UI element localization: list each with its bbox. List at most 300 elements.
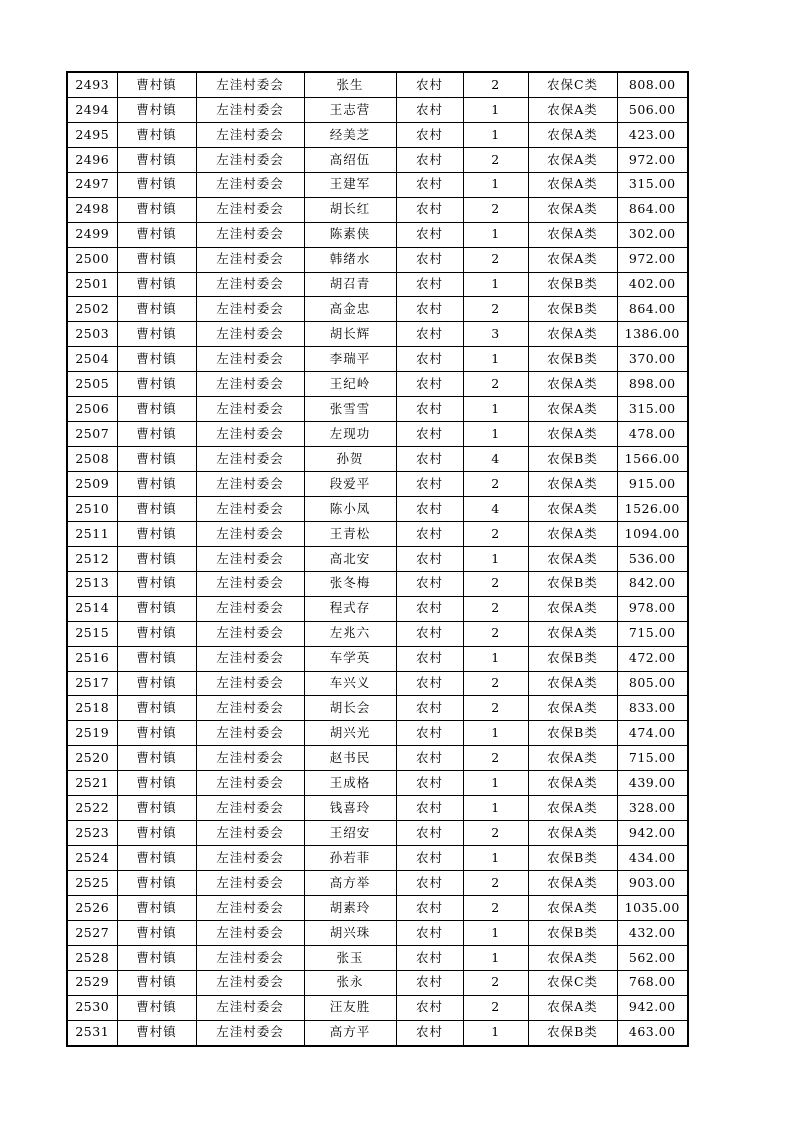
cell-person-count: 2 <box>463 521 528 546</box>
cell-residence-type: 农村 <box>396 721 463 746</box>
cell-town: 曹村镇 <box>117 472 196 497</box>
cell-residence-type: 农村 <box>396 1020 463 1045</box>
cell-village-committee: 左洼村委会 <box>196 496 304 521</box>
cell-person-count: 2 <box>463 995 528 1020</box>
cell-person-count: 2 <box>463 372 528 397</box>
table-row <box>67 447 688 472</box>
cell-serial-number: 2512 <box>67 546 117 571</box>
table-row <box>67 846 688 871</box>
cell-amount: 562.00 <box>617 945 688 970</box>
cell-amount: 474.00 <box>617 721 688 746</box>
table-row <box>67 771 688 796</box>
cell-person-name: 张生 <box>304 72 396 97</box>
cell-town: 曹村镇 <box>117 671 196 696</box>
cell-person-count: 1 <box>463 846 528 871</box>
cell-serial-number: 2525 <box>67 871 117 896</box>
cell-person-count: 1 <box>463 272 528 297</box>
cell-person-count: 1 <box>463 920 528 945</box>
cell-residence-type: 农村 <box>396 197 463 222</box>
cell-town: 曹村镇 <box>117 496 196 521</box>
cell-person-name: 左兆六 <box>304 621 396 646</box>
cell-village-committee: 左洼村委会 <box>196 397 304 422</box>
cell-amount: 463.00 <box>617 1020 688 1045</box>
cell-person-name: 王青松 <box>304 521 396 546</box>
cell-amount: 536.00 <box>617 546 688 571</box>
cell-person-name: 高北安 <box>304 546 396 571</box>
cell-person-name: 韩绪水 <box>304 247 396 272</box>
table-row <box>67 297 688 322</box>
cell-person-count: 2 <box>463 871 528 896</box>
cell-town: 曹村镇 <box>117 596 196 621</box>
cell-town: 曹村镇 <box>117 322 196 347</box>
cell-village-committee: 左洼村委会 <box>196 995 304 1020</box>
cell-person-count: 1 <box>463 771 528 796</box>
cell-residence-type: 农村 <box>396 97 463 122</box>
cell-insurance-class: 农保A类 <box>528 771 617 796</box>
cell-serial-number: 2527 <box>67 920 117 945</box>
cell-person-name: 张雪雪 <box>304 397 396 422</box>
cell-town: 曹村镇 <box>117 721 196 746</box>
cell-serial-number: 2515 <box>67 621 117 646</box>
cell-amount: 432.00 <box>617 920 688 945</box>
cell-person-count: 2 <box>463 571 528 596</box>
cell-serial-number: 2504 <box>67 347 117 372</box>
cell-village-committee: 左洼村委会 <box>196 521 304 546</box>
benefits-table <box>66 71 689 1047</box>
cell-insurance-class: 农保A类 <box>528 671 617 696</box>
cell-person-count: 2 <box>463 297 528 322</box>
cell-village-committee: 左洼村委会 <box>196 621 304 646</box>
cell-person-count: 1 <box>463 796 528 821</box>
cell-residence-type: 农村 <box>396 496 463 521</box>
cell-town: 曹村镇 <box>117 696 196 721</box>
cell-person-name: 高金忠 <box>304 297 396 322</box>
table-row <box>67 1020 688 1045</box>
table-row <box>67 945 688 970</box>
table-row <box>67 821 688 846</box>
cell-person-count: 1 <box>463 222 528 247</box>
cell-insurance-class: 农保A类 <box>528 796 617 821</box>
table-row <box>67 347 688 372</box>
cell-person-count: 2 <box>463 472 528 497</box>
cell-serial-number: 2507 <box>67 422 117 447</box>
table-row <box>67 571 688 596</box>
cell-serial-number: 2499 <box>67 222 117 247</box>
cell-village-committee: 左洼村委会 <box>196 97 304 122</box>
cell-person-count: 1 <box>463 347 528 372</box>
table-row <box>67 920 688 945</box>
cell-residence-type: 农村 <box>396 821 463 846</box>
cell-insurance-class: 农保B类 <box>528 297 617 322</box>
cell-amount: 898.00 <box>617 372 688 397</box>
cell-residence-type: 农村 <box>396 247 463 272</box>
cell-amount: 903.00 <box>617 871 688 896</box>
cell-town: 曹村镇 <box>117 372 196 397</box>
cell-person-name: 胡长会 <box>304 696 396 721</box>
cell-town: 曹村镇 <box>117 796 196 821</box>
cell-amount: 768.00 <box>617 970 688 995</box>
cell-person-count: 1 <box>463 646 528 671</box>
cell-person-count: 2 <box>463 72 528 97</box>
cell-insurance-class: 农保A类 <box>528 496 617 521</box>
cell-village-committee: 左洼村委会 <box>196 646 304 671</box>
table-row <box>67 671 688 696</box>
cell-amount: 972.00 <box>617 247 688 272</box>
cell-person-name: 经美芝 <box>304 122 396 147</box>
cell-person-count: 3 <box>463 322 528 347</box>
cell-town: 曹村镇 <box>117 247 196 272</box>
cell-village-committee: 左洼村委会 <box>196 746 304 771</box>
cell-amount: 315.00 <box>617 172 688 197</box>
cell-amount: 1566.00 <box>617 447 688 472</box>
cell-residence-type: 农村 <box>396 895 463 920</box>
cell-town: 曹村镇 <box>117 197 196 222</box>
table-row <box>67 995 688 1020</box>
table-row <box>67 422 688 447</box>
cell-person-count: 2 <box>463 197 528 222</box>
cell-village-committee: 左洼村委会 <box>196 472 304 497</box>
table-row <box>67 871 688 896</box>
cell-amount: 715.00 <box>617 621 688 646</box>
cell-person-count: 2 <box>463 596 528 621</box>
cell-insurance-class: 农保C类 <box>528 970 617 995</box>
cell-person-name: 胡长红 <box>304 197 396 222</box>
cell-village-committee: 左洼村委会 <box>196 970 304 995</box>
cell-person-name: 段爱平 <box>304 472 396 497</box>
cell-person-name: 程式存 <box>304 596 396 621</box>
cell-insurance-class: 农保B类 <box>528 347 617 372</box>
table-row <box>67 247 688 272</box>
cell-residence-type: 农村 <box>396 372 463 397</box>
table-row <box>67 222 688 247</box>
cell-person-name: 李瑞平 <box>304 347 396 372</box>
cell-person-count: 1 <box>463 546 528 571</box>
table-row <box>67 372 688 397</box>
cell-amount: 1526.00 <box>617 496 688 521</box>
table-row <box>67 546 688 571</box>
table-row <box>67 472 688 497</box>
cell-village-committee: 左洼村委会 <box>196 272 304 297</box>
table-row <box>67 72 688 97</box>
cell-town: 曹村镇 <box>117 571 196 596</box>
cell-amount: 833.00 <box>617 696 688 721</box>
cell-residence-type: 农村 <box>396 771 463 796</box>
cell-village-committee: 左洼村委会 <box>196 247 304 272</box>
table-row <box>67 970 688 995</box>
cell-residence-type: 农村 <box>396 322 463 347</box>
cell-residence-type: 农村 <box>396 147 463 172</box>
cell-insurance-class: 农保A类 <box>528 596 617 621</box>
table-row <box>67 397 688 422</box>
cell-person-name: 高方举 <box>304 871 396 896</box>
cell-village-committee: 左洼村委会 <box>196 846 304 871</box>
cell-town: 曹村镇 <box>117 920 196 945</box>
cell-person-count: 1 <box>463 721 528 746</box>
cell-person-count: 1 <box>463 97 528 122</box>
cell-person-count: 2 <box>463 247 528 272</box>
cell-village-committee: 左洼村委会 <box>196 372 304 397</box>
table-row <box>67 621 688 646</box>
cell-town: 曹村镇 <box>117 821 196 846</box>
cell-person-name: 陈小凤 <box>304 496 396 521</box>
cell-insurance-class: 农保A类 <box>528 821 617 846</box>
table-row <box>67 272 688 297</box>
cell-insurance-class: 农保A类 <box>528 397 617 422</box>
table-row <box>67 596 688 621</box>
cell-serial-number: 2497 <box>67 172 117 197</box>
cell-amount: 1035.00 <box>617 895 688 920</box>
cell-insurance-class: 农保A类 <box>528 521 617 546</box>
cell-person-count: 2 <box>463 147 528 172</box>
cell-insurance-class: 农保B类 <box>528 721 617 746</box>
cell-person-name: 钱喜玲 <box>304 796 396 821</box>
cell-serial-number: 2519 <box>67 721 117 746</box>
cell-residence-type: 农村 <box>396 472 463 497</box>
cell-person-name: 车兴义 <box>304 671 396 696</box>
cell-village-committee: 左洼村委会 <box>196 1020 304 1045</box>
cell-town: 曹村镇 <box>117 621 196 646</box>
cell-person-count: 2 <box>463 970 528 995</box>
cell-insurance-class: 农保B类 <box>528 447 617 472</box>
cell-village-committee: 左洼村委会 <box>196 72 304 97</box>
cell-amount: 315.00 <box>617 397 688 422</box>
cell-residence-type: 农村 <box>396 696 463 721</box>
cell-person-name: 胡兴光 <box>304 721 396 746</box>
cell-amount: 808.00 <box>617 72 688 97</box>
cell-serial-number: 2517 <box>67 671 117 696</box>
cell-residence-type: 农村 <box>396 422 463 447</box>
cell-insurance-class: 农保A类 <box>528 546 617 571</box>
cell-residence-type: 农村 <box>396 671 463 696</box>
cell-serial-number: 2522 <box>67 796 117 821</box>
cell-amount: 1386.00 <box>617 322 688 347</box>
table-row <box>67 197 688 222</box>
table-row <box>67 696 688 721</box>
cell-residence-type: 农村 <box>396 172 463 197</box>
cell-serial-number: 2531 <box>67 1020 117 1045</box>
cell-insurance-class: 农保A类 <box>528 995 617 1020</box>
cell-person-name: 左现功 <box>304 422 396 447</box>
cell-town: 曹村镇 <box>117 72 196 97</box>
cell-insurance-class: 农保C类 <box>528 72 617 97</box>
cell-town: 曹村镇 <box>117 447 196 472</box>
table-row <box>67 646 688 671</box>
cell-town: 曹村镇 <box>117 846 196 871</box>
cell-person-name: 张玉 <box>304 945 396 970</box>
cell-insurance-class: 农保A类 <box>528 746 617 771</box>
cell-insurance-class: 农保A类 <box>528 247 617 272</box>
cell-insurance-class: 农保A类 <box>528 97 617 122</box>
cell-amount: 439.00 <box>617 771 688 796</box>
cell-amount: 328.00 <box>617 796 688 821</box>
cell-person-count: 1 <box>463 397 528 422</box>
cell-amount: 478.00 <box>617 422 688 447</box>
cell-insurance-class: 农保B类 <box>528 1020 617 1045</box>
cell-amount: 842.00 <box>617 571 688 596</box>
cell-residence-type: 农村 <box>396 746 463 771</box>
cell-residence-type: 农村 <box>396 945 463 970</box>
cell-town: 曹村镇 <box>117 546 196 571</box>
cell-town: 曹村镇 <box>117 771 196 796</box>
cell-residence-type: 农村 <box>396 571 463 596</box>
cell-amount: 972.00 <box>617 147 688 172</box>
cell-residence-type: 农村 <box>396 297 463 322</box>
cell-person-count: 1 <box>463 422 528 447</box>
cell-serial-number: 2502 <box>67 297 117 322</box>
cell-village-committee: 左洼村委会 <box>196 297 304 322</box>
cell-serial-number: 2528 <box>67 945 117 970</box>
cell-insurance-class: 农保A类 <box>528 472 617 497</box>
cell-town: 曹村镇 <box>117 397 196 422</box>
cell-insurance-class: 农保B类 <box>528 571 617 596</box>
cell-town: 曹村镇 <box>117 172 196 197</box>
cell-person-count: 1 <box>463 122 528 147</box>
table-row <box>67 322 688 347</box>
cell-amount: 864.00 <box>617 297 688 322</box>
cell-residence-type: 农村 <box>396 397 463 422</box>
cell-town: 曹村镇 <box>117 347 196 372</box>
cell-person-name: 车学英 <box>304 646 396 671</box>
cell-serial-number: 2516 <box>67 646 117 671</box>
cell-insurance-class: 农保A类 <box>528 147 617 172</box>
cell-serial-number: 2513 <box>67 571 117 596</box>
cell-insurance-class: 农保A类 <box>528 945 617 970</box>
cell-serial-number: 2514 <box>67 596 117 621</box>
cell-amount: 402.00 <box>617 272 688 297</box>
cell-insurance-class: 农保A类 <box>528 422 617 447</box>
cell-person-count: 1 <box>463 945 528 970</box>
cell-serial-number: 2506 <box>67 397 117 422</box>
cell-amount: 942.00 <box>617 995 688 1020</box>
cell-town: 曹村镇 <box>117 272 196 297</box>
cell-village-committee: 左洼村委会 <box>196 122 304 147</box>
table-row <box>67 746 688 771</box>
cell-person-name: 陈素侠 <box>304 222 396 247</box>
cell-amount: 942.00 <box>617 821 688 846</box>
cell-residence-type: 农村 <box>396 970 463 995</box>
cell-serial-number: 2508 <box>67 447 117 472</box>
cell-serial-number: 2498 <box>67 197 117 222</box>
table-row <box>67 97 688 122</box>
cell-town: 曹村镇 <box>117 422 196 447</box>
table-row <box>67 122 688 147</box>
cell-amount: 423.00 <box>617 122 688 147</box>
cell-village-committee: 左洼村委会 <box>196 172 304 197</box>
cell-town: 曹村镇 <box>117 995 196 1020</box>
cell-person-name: 赵书民 <box>304 746 396 771</box>
cell-person-count: 1 <box>463 172 528 197</box>
cell-amount: 506.00 <box>617 97 688 122</box>
cell-village-committee: 左洼村委会 <box>196 821 304 846</box>
cell-town: 曹村镇 <box>117 97 196 122</box>
cell-residence-type: 农村 <box>396 272 463 297</box>
cell-person-name: 高绍伍 <box>304 147 396 172</box>
cell-serial-number: 2509 <box>67 472 117 497</box>
cell-village-committee: 左洼村委会 <box>196 322 304 347</box>
cell-village-committee: 左洼村委会 <box>196 671 304 696</box>
cell-village-committee: 左洼村委会 <box>196 895 304 920</box>
table-row <box>67 521 688 546</box>
cell-village-committee: 左洼村委会 <box>196 222 304 247</box>
cell-village-committee: 左洼村委会 <box>196 771 304 796</box>
cell-residence-type: 农村 <box>396 846 463 871</box>
cell-village-committee: 左洼村委会 <box>196 721 304 746</box>
cell-person-name: 孙贺 <box>304 447 396 472</box>
cell-town: 曹村镇 <box>117 147 196 172</box>
cell-insurance-class: 农保A类 <box>528 122 617 147</box>
cell-serial-number: 2495 <box>67 122 117 147</box>
cell-town: 曹村镇 <box>117 895 196 920</box>
cell-village-committee: 左洼村委会 <box>196 920 304 945</box>
cell-serial-number: 2526 <box>67 895 117 920</box>
cell-insurance-class: 农保A类 <box>528 322 617 347</box>
cell-village-committee: 左洼村委会 <box>196 596 304 621</box>
cell-residence-type: 农村 <box>396 122 463 147</box>
cell-village-committee: 左洼村委会 <box>196 871 304 896</box>
cell-person-name: 王志营 <box>304 97 396 122</box>
cell-village-committee: 左洼村委会 <box>196 696 304 721</box>
cell-insurance-class: 农保A类 <box>528 871 617 896</box>
cell-town: 曹村镇 <box>117 970 196 995</box>
cell-person-count: 2 <box>463 696 528 721</box>
cell-serial-number: 2518 <box>67 696 117 721</box>
cell-serial-number: 2503 <box>67 322 117 347</box>
cell-village-committee: 左洼村委会 <box>196 945 304 970</box>
cell-person-count: 2 <box>463 746 528 771</box>
cell-residence-type: 农村 <box>396 796 463 821</box>
table-row <box>67 721 688 746</box>
cell-serial-number: 2494 <box>67 97 117 122</box>
cell-insurance-class: 农保A类 <box>528 621 617 646</box>
cell-insurance-class: 农保B类 <box>528 920 617 945</box>
cell-serial-number: 2511 <box>67 521 117 546</box>
table-row <box>67 895 688 920</box>
cell-serial-number: 2529 <box>67 970 117 995</box>
cell-person-count: 2 <box>463 621 528 646</box>
cell-insurance-class: 农保A类 <box>528 895 617 920</box>
cell-residence-type: 农村 <box>396 621 463 646</box>
table-row <box>67 147 688 172</box>
cell-person-count: 2 <box>463 671 528 696</box>
cell-person-count: 2 <box>463 821 528 846</box>
cell-town: 曹村镇 <box>117 746 196 771</box>
cell-town: 曹村镇 <box>117 945 196 970</box>
cell-person-count: 4 <box>463 496 528 521</box>
cell-village-committee: 左洼村委会 <box>196 422 304 447</box>
cell-residence-type: 农村 <box>396 72 463 97</box>
cell-person-name: 王成格 <box>304 771 396 796</box>
cell-town: 曹村镇 <box>117 521 196 546</box>
cell-residence-type: 农村 <box>396 347 463 372</box>
cell-person-name: 王建军 <box>304 172 396 197</box>
cell-person-name: 孙若菲 <box>304 846 396 871</box>
cell-amount: 915.00 <box>617 472 688 497</box>
cell-residence-type: 农村 <box>396 521 463 546</box>
cell-person-name: 胡素玲 <box>304 895 396 920</box>
cell-serial-number: 2530 <box>67 995 117 1020</box>
cell-person-name: 胡召青 <box>304 272 396 297</box>
cell-amount: 715.00 <box>617 746 688 771</box>
cell-town: 曹村镇 <box>117 222 196 247</box>
cell-amount: 472.00 <box>617 646 688 671</box>
cell-amount: 302.00 <box>617 222 688 247</box>
cell-person-name: 王纪岭 <box>304 372 396 397</box>
cell-serial-number: 2520 <box>67 746 117 771</box>
cell-person-name: 张永 <box>304 970 396 995</box>
cell-residence-type: 农村 <box>396 596 463 621</box>
cell-amount: 434.00 <box>617 846 688 871</box>
cell-serial-number: 2493 <box>67 72 117 97</box>
